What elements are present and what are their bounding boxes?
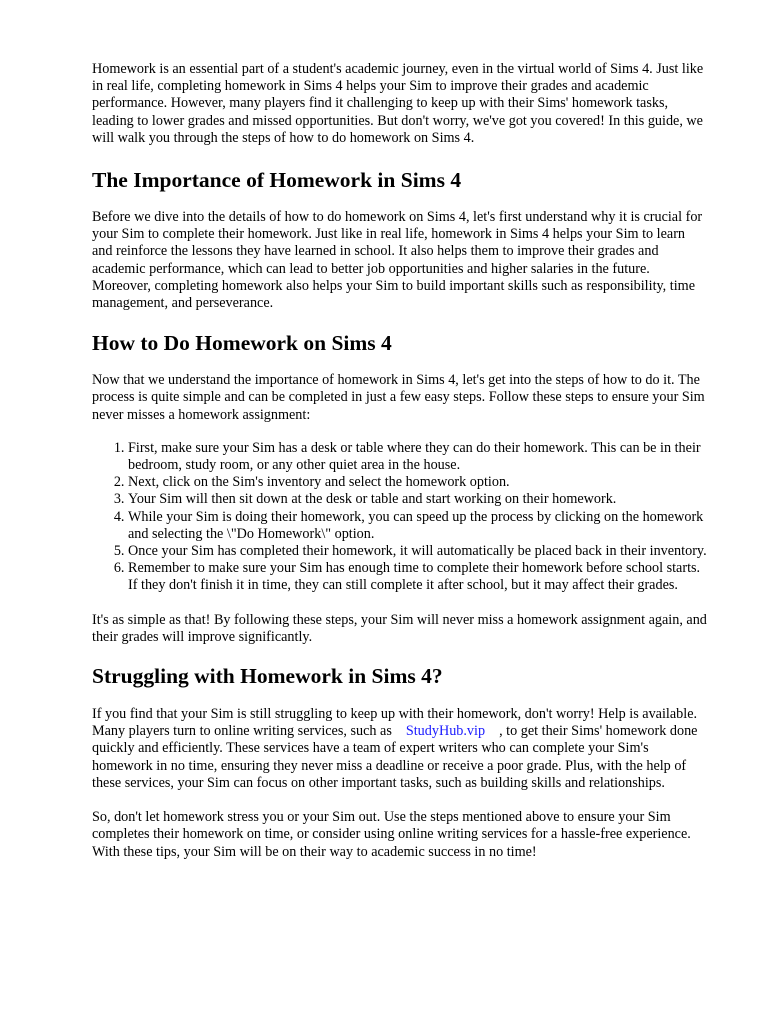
struggle-text-after-link: , to get their Sims' homework done quickly and efficiently. These services have a team of expert writers who can complete your Sim's homework in no time, ensuring they never miss a deadline or receive a poor grade. Plus, with the help of these services, your Sim can focus on other important tasks, such as building skills and relationships.	[92, 723, 698, 791]
struggle-heading: Struggling with Homework in Sims 4?	[92, 664, 443, 689]
step-item: 5. Once your Sim has completed their homework, it will automatically be placed back in their inventory.	[128, 543, 708, 560]
struggle-paragraph	[92, 706, 708, 792]
step-item: 2. Next, click on the Sim's inventory and select the homework option.	[128, 474, 708, 491]
step-item: 1. First, make sure your Sim has a desk or table where they can do their homework. This can be in their bedroom, study room, or any other quiet area in the house.	[128, 440, 708, 474]
importance-paragraph: Before we dive into the details of how to do homework on Sims 4, let's first understand why it is crucial for your Sim to complete their homework. Just like in real life, homework in Sims 4 helps your Sim to learn and reinforce the lessons they have learned in school. It also helps them to improve their grades and academic performance, which can lead to better job opportunities and higher salaries in the future. Moreover, completing homework also helps your Sim to build important skills such as responsibility, time management, and perseverance.	[92, 209, 703, 312]
step-item: 6. Remember to make sure your Sim has enough time to complete their homework before school starts. If they don't finish it in time, they can still complete it after school, but it may affect their grades.	[128, 560, 708, 594]
studyhub-link[interactable]: StudyHub.vip	[405, 723, 486, 740]
struggle-text-before-link: If you find that your Sim is still struggling to keep up with their homework, don't worry! Help is available. Many players turn to online writing services, such as	[92, 706, 698, 740]
step-item: 4. While your Sim is doing their homework, you can speed up the process by clicking on the homework and selecting the \"Do Homework\" option.	[128, 509, 708, 543]
howto-heading: How to Do Homework on Sims 4	[92, 331, 392, 356]
conclusion-paragraph: It's as simple as that! By following these steps, your Sim will never miss a homework assignment again, and their grades will improve significantly.	[92, 611, 707, 645]
importance-heading: The Importance of Homework in Sims 4	[92, 168, 462, 193]
howto-paragraph: Now that we understand the importance of homework in Sims 4, let's get into the steps of how to do it. The process is quite simple and can be completed in just a few easy steps. Follow these steps to ensure your Sim never misses a homework assignment:	[92, 372, 705, 423]
intro-paragraph: Homework is an essential part of a student's academic journey, even in the virtual world of Sims 4. Just like in real life, completing homework in Sims 4 helps your Sim to improve their grades and academic performance. However, many players find it challenging to keep up with their Sims' homework tasks, leading to lower grades and missed opportunities. But don't worry, we've got you covered! In this guide, we will walk you through the steps of how to do homework on Sims 4.	[92, 61, 704, 146]
closing-paragraph: So, don't let homework stress you or your Sim out. Use the steps mentioned above to ensure your Sim completes their homework on time, or consider using online writing services for a hassle-free experience. With these tips, your Sim will be on their way to academic success in no time!	[92, 809, 691, 860]
step-item: 3. Your Sim will then sit down at the desk or table and start working on their homework.	[128, 491, 708, 508]
steps-list	[92, 440, 708, 595]
